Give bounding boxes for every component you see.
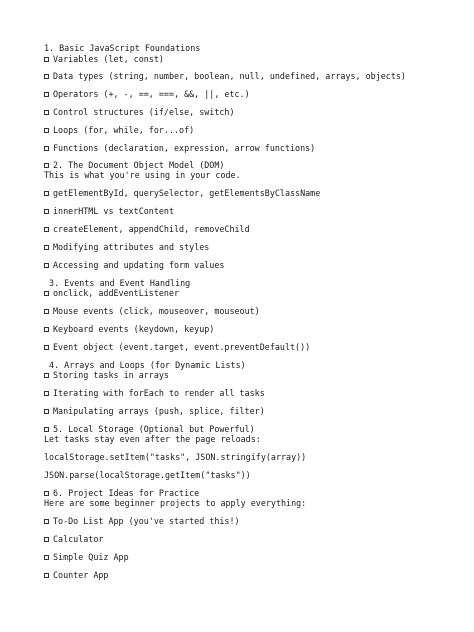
- heading-projects: 6. Project Ideas for Practice: [44, 488, 199, 498]
- list-item: To-Do List App (you've started this!): [44, 516, 240, 526]
- list-item: Event object (event.target, event.preventDefault()): [44, 342, 310, 352]
- checkbox-icon: [44, 345, 49, 350]
- checkbox-icon: [44, 391, 49, 396]
- list-item: Counter App: [44, 570, 108, 580]
- checkbox-icon: [44, 92, 49, 97]
- checkbox-icon: [44, 128, 49, 133]
- heading-basic-js: 1. Basic JavaScript Foundations: [44, 43, 201, 53]
- checkbox-icon: [44, 519, 49, 524]
- checkbox-icon: [44, 427, 49, 432]
- checkbox-icon: [44, 409, 49, 414]
- list-item: Simple Quiz App: [44, 552, 129, 562]
- checkbox-icon: [44, 573, 49, 578]
- list-item: Keyboard events (keydown, keyup): [44, 324, 214, 334]
- list-item: onclick, addEventListener: [44, 288, 179, 298]
- heading-dom: 2. The Document Object Model (DOM): [44, 160, 224, 170]
- list-item: Data types (string, number, boolean, null, undefined, arrays, objects): [44, 71, 406, 81]
- paragraph: Let tasks stay even after the page reloads:: [44, 434, 261, 444]
- checkbox-icon: [44, 146, 49, 151]
- checkbox-icon: [44, 373, 49, 378]
- heading-local-storage: 5. Local Storage (Optional but Powerful): [44, 424, 255, 434]
- checkbox-icon: [44, 110, 49, 115]
- list-item: Iterating with forEach to render all tasks: [44, 388, 265, 398]
- checkbox-icon: [44, 491, 49, 496]
- heading-arrays: 4. Arrays and Loops (for Dynamic Lists): [44, 360, 246, 370]
- checkbox-icon: [44, 555, 49, 560]
- list-item: innerHTML vs textContent: [44, 206, 174, 216]
- paragraph: Here are some beginner projects to apply everything:: [44, 498, 307, 508]
- list-item: Variables (let, const): [44, 54, 164, 64]
- paragraph: This is what you're using in your code.: [44, 170, 241, 180]
- list-item: Mouse events (click, mouseover, mouseout): [44, 306, 260, 316]
- checkbox-icon: [44, 163, 49, 168]
- code-line: JSON.parse(localStorage.getItem("tasks")): [44, 470, 251, 480]
- list-item: Loops (for, while, for...of): [44, 125, 194, 135]
- checkbox-icon: [44, 209, 49, 214]
- checkbox-icon: [44, 327, 49, 332]
- list-item: Manipulating arrays (push, splice, filter): [44, 406, 265, 416]
- checkbox-icon: [44, 291, 49, 296]
- list-item: Accessing and updating form values: [44, 260, 224, 270]
- checkbox-icon: [44, 74, 49, 79]
- code-line: localStorage.setItem("tasks", JSON.stringify(array)): [44, 452, 307, 462]
- heading-events: 3. Events and Event Handling: [44, 278, 191, 288]
- list-item: Storing tasks in arrays: [44, 370, 169, 380]
- list-item: createElement, appendChild, removeChild: [44, 224, 250, 234]
- list-item: Operators (+, -, ==, ===, &&, ||, etc.): [44, 89, 250, 99]
- list-item: Control structures (if/else, switch): [44, 107, 235, 117]
- checkbox-icon: [44, 191, 49, 196]
- checkbox-icon: [44, 537, 49, 542]
- list-item: getElementById, querySelector, getElementsByClassName: [44, 188, 320, 198]
- list-item: Functions (declaration, expression, arrow functions): [44, 143, 315, 153]
- list-item: Modifying attributes and styles: [44, 242, 209, 252]
- checkbox-icon: [44, 57, 49, 62]
- checkbox-icon: [44, 245, 49, 250]
- checkbox-icon: [44, 263, 49, 268]
- list-item: Calculator: [44, 534, 103, 544]
- checkbox-icon: [44, 227, 49, 232]
- checkbox-icon: [44, 309, 49, 314]
